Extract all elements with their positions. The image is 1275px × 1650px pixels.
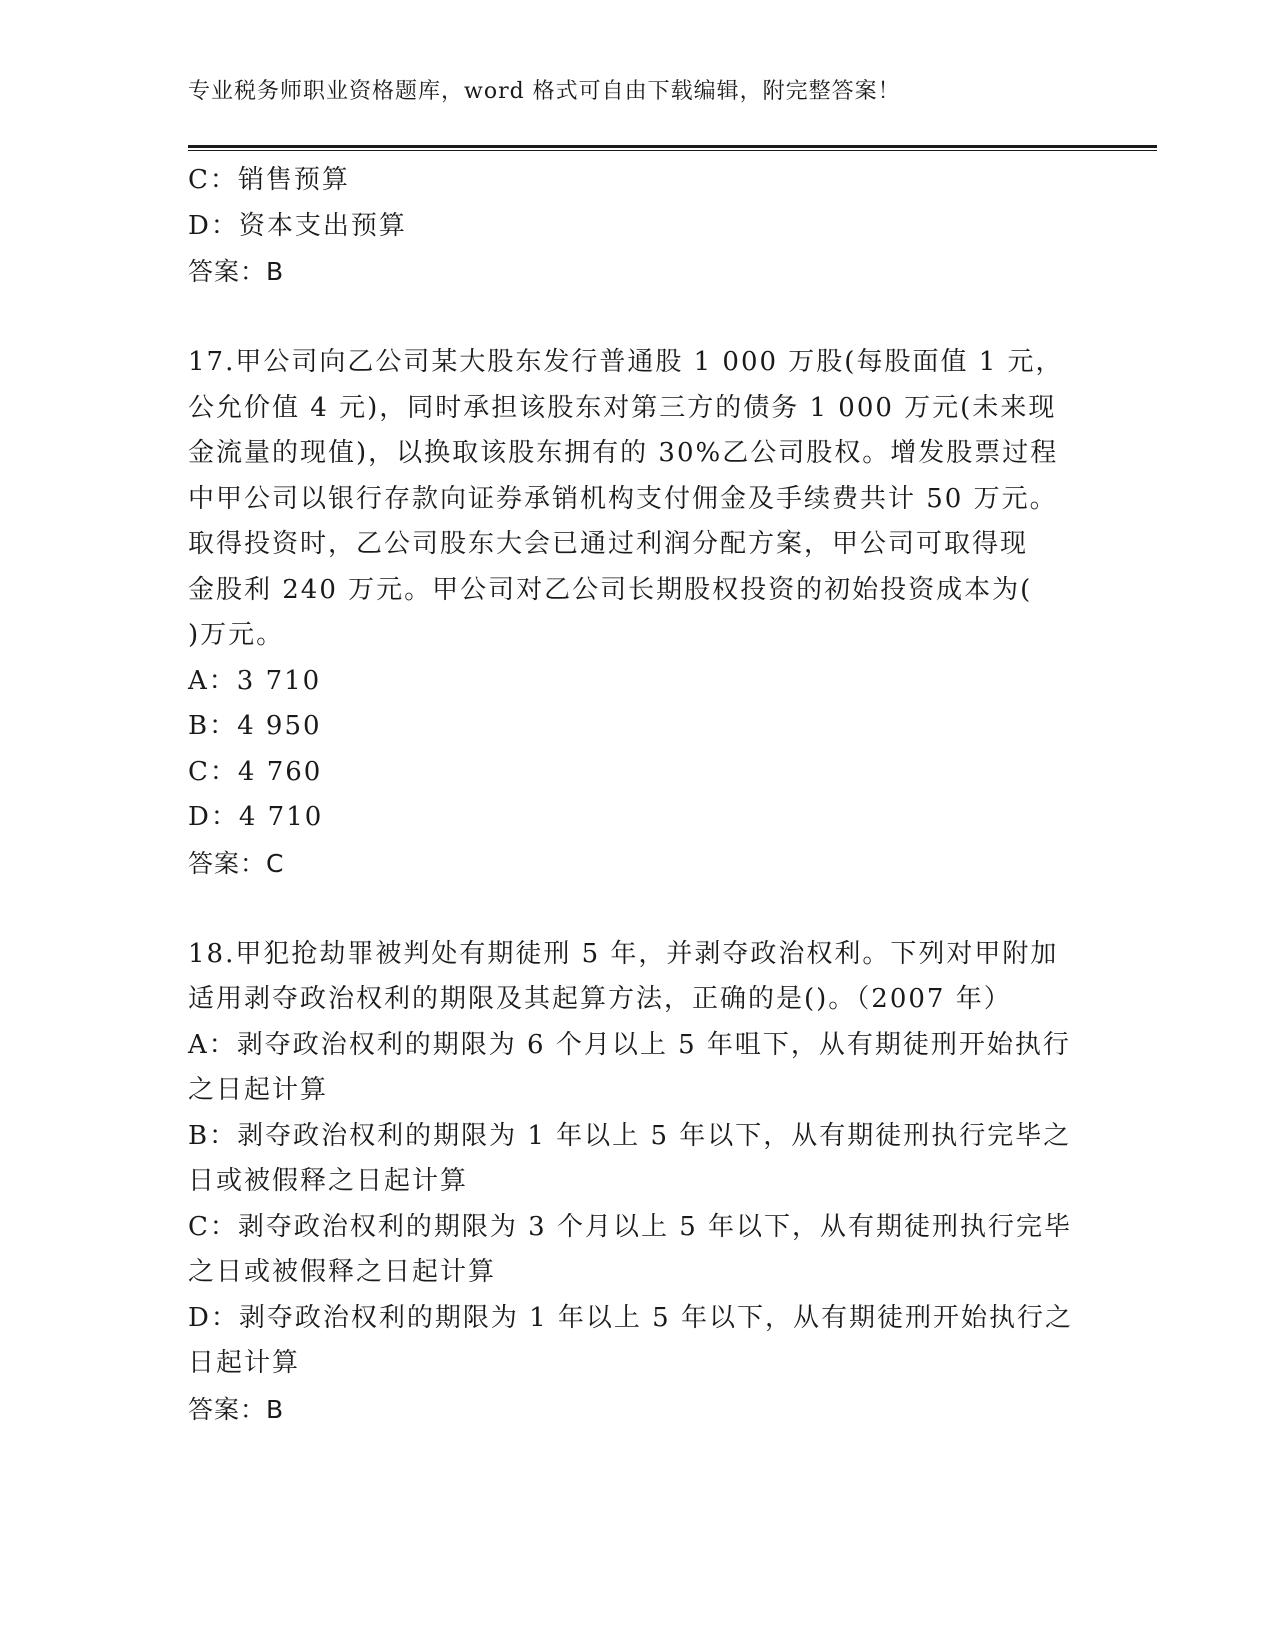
option-a: A：剥夺政治权利的期限为 6 个月以上 5 年咀下，从有期徒刑开始执行 (188, 1029, 1071, 1060)
option-a: A：3 710 (188, 665, 322, 696)
option-c: C：销售预算 (188, 165, 350, 195)
question-stem-line: 取得投资时，乙公司股东大会已通过利润分配方案，甲公司可取得现 (188, 529, 1029, 559)
option-c: C：4 760 (188, 756, 323, 787)
spacer (188, 886, 1068, 932)
option-a-continued: 之日起计算 (188, 1075, 329, 1105)
option-b-continued: 日或被假释之日起计算 (188, 1166, 469, 1196)
question-content (188, 158, 1073, 1432)
question-stem-line: )万元。 (188, 620, 285, 650)
answer-line: 答案：B (188, 257, 285, 286)
page-header-note: 专业税务师职业资格题库，word 格式可自由下载编辑，附完整答案！ (188, 79, 901, 104)
question-stem-line: 金流量的现值)，以换取该股东拥有的 30%乙公司股权。增发股票过程 (188, 438, 1059, 468)
option-c-continued: 之日或被假释之日起计算 (188, 1257, 497, 1287)
answer-line: 答案：B (188, 1394, 285, 1424)
option-d-continued: 日起计算 (188, 1348, 301, 1378)
option-d: D：剥夺政治权利的期限为 1 年以上 5 年以下，从有期徒刑开始执行之 (188, 1302, 1073, 1333)
option-d: D：4 710 (188, 802, 324, 832)
answer-line: 答案：C (188, 848, 285, 878)
question-18 (188, 932, 1073, 1433)
option-c: C：剥夺政治权利的期限为 3 个月以上 5 年以下，从有期徒刑执行完毕 (188, 1211, 1073, 1242)
option-b: B：剥夺政治权利的期限为 1 年以上 5 年以下，从有期徒刑执行完毕之 (188, 1120, 1072, 1151)
question-stem-line: 17.甲公司向乙公司某大股东发行普通股 1 000 万股(每股面值 1 元， (188, 347, 1064, 377)
option-d: D：资本支出预算 (188, 210, 407, 241)
spacer (188, 295, 1068, 341)
option-b: B：4 950 (188, 711, 322, 741)
question-stem-line: 18.甲犯抢劫罪被判处有期徒刑 5 年，并剥夺政治权利。下列对甲附加 (188, 938, 1059, 969)
question-stem-line: 中甲公司以银行存款向证券承销机构支付佣金及手续费共计 50 万元。 (188, 483, 1058, 514)
question-stem-line: 适用剥夺政治权利的期限及其起算方法，正确的是()。（2007 年） (188, 984, 1012, 1014)
header-divider-thin (188, 150, 1157, 151)
header-divider-thick (188, 145, 1157, 148)
question-stem-line: 公允价值 4 元)，同时承担该股东对第三方的债务 1 000 万元(未来现 (188, 392, 1057, 423)
question-stem-line: 金股利 240 万元。甲公司对乙公司长期股权投资的初始投资成本为( (188, 574, 1033, 605)
question-17 (188, 340, 1068, 886)
